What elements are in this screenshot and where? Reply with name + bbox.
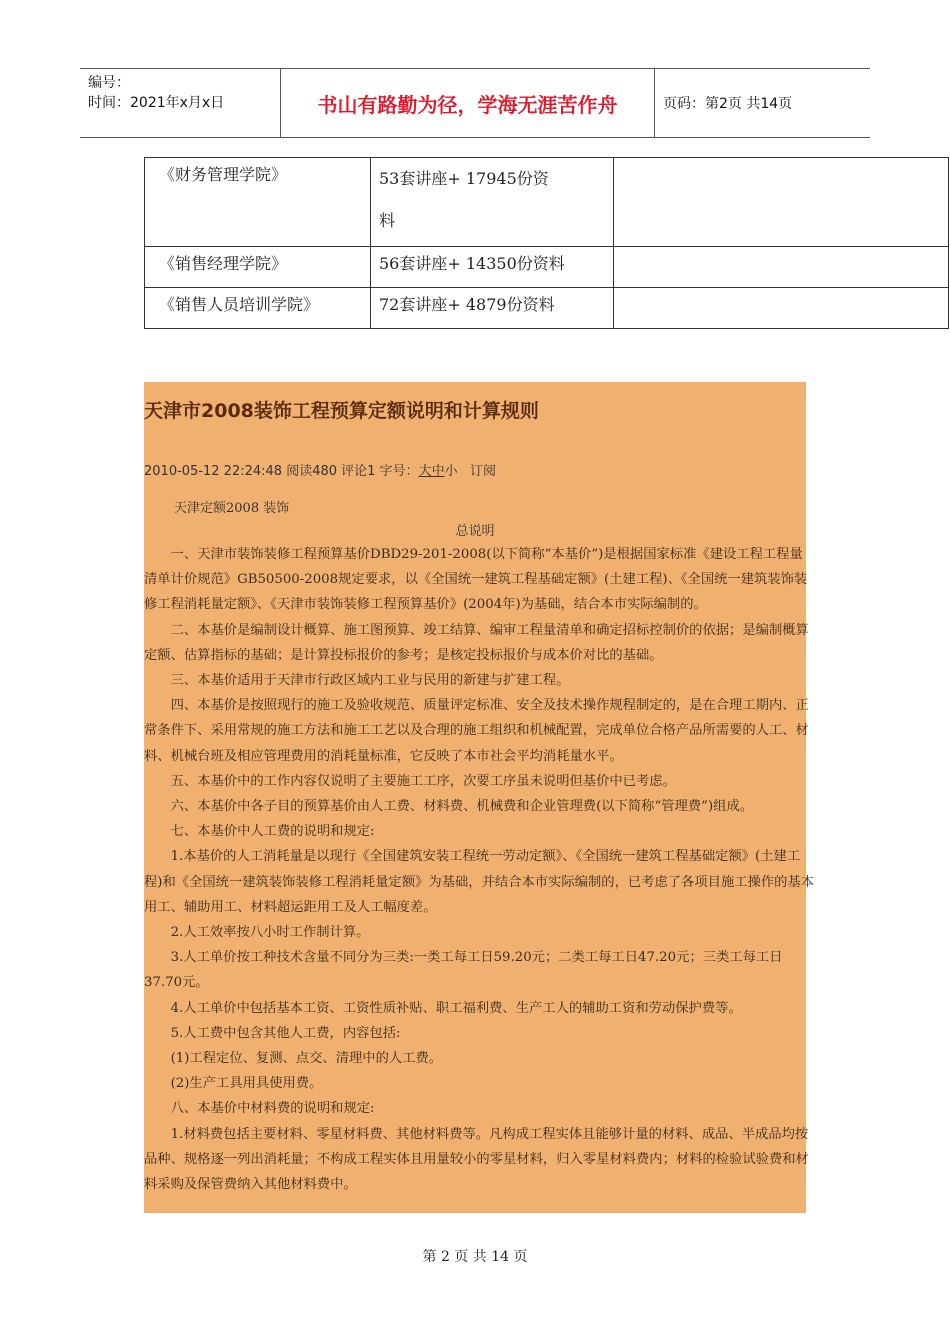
paragraph: (2)生产工具用具使用费。 xyxy=(144,1076,323,1092)
paragraph: 3.人工单价按工种技术含量不同分为三类:一类工每工日59.20元；二类工每工日47.20元；三类工每工日37.70元。 xyxy=(144,950,783,991)
paragraph: 三、本基价适用于天津市行政区域内工业与民用的新建与扩建工程。 xyxy=(144,673,570,689)
table-row xyxy=(145,288,949,329)
table-cell-extra xyxy=(614,158,949,247)
paragraph: 七、本基价中人工费的说明和规定: xyxy=(144,824,375,840)
resource-table xyxy=(144,157,949,329)
paragraph: 5.人工费中包含其他人工费，内容包括: xyxy=(144,1025,401,1041)
table-cell-name: 《财务管理学院》 xyxy=(145,158,371,247)
content-line: 料 xyxy=(379,211,396,230)
table-cell-content: 72套讲座+ 4879份资料 xyxy=(371,288,614,329)
page-header xyxy=(80,68,870,138)
paragraph: 1.材料费包括主要材料、零星材料费、其他材料费等。凡构成工程实体且能够计量的材料、成品、半成品均按品种、规格逐一列出消耗量；不构成工程实体且用量较小的零星材料，归入零星材料费内；材料的检验试验费和材料采购及保管费纳入其他材料费中。 xyxy=(144,1126,809,1193)
number-label: 编号： xyxy=(88,75,130,91)
font-size-small-link[interactable]: 小 xyxy=(444,464,458,479)
table-cell-content xyxy=(371,158,614,247)
page-info: 页码：第2页 共14页 xyxy=(663,96,793,112)
table-row xyxy=(145,158,949,247)
font-size-large-link[interactable]: 大中 xyxy=(418,464,445,479)
paragraph: 六、本基价中各子目的预算基价由人工费、材料费、机械费和企业管理费(以下简称“管理费”)组成。 xyxy=(144,799,754,815)
table-cell-name: 《销售人员培训学院》 xyxy=(145,288,371,329)
article-block xyxy=(144,382,815,1213)
paragraph: 4.人工单价中包括基本工资、工资性质补贴、职工福利费、生产工人的辅助工资和劳动保护费等。 xyxy=(144,1000,742,1016)
paragraph: 八、本基价中材料费的说明和规定: xyxy=(144,1101,375,1117)
page-footer: 第 2 页 共 14 页 xyxy=(422,1249,528,1265)
paragraph: 2.人工效率按八小时工作制计算。 xyxy=(144,925,370,941)
section-title: 总说明 xyxy=(455,524,495,539)
paragraph: 一、天津市装饰装修工程预算基价DBD29-201-2008(以下简称“本基价”)是根据国家标准《建设工程工程量清单计价规范》GB50500-2008规定要求，以《全国统一建筑工程基础定额》(土建工程)、《全国统一建筑装饰装修工程消耗量定额》、《天津市装饰装修工程预算基价》(2004年)为基础，结合本市实际编制的。 xyxy=(144,547,808,613)
paragraph: 五、本基价中的工作内容仅说明了主要施工工序，次要工序虽未说明但基价中已考虑。 xyxy=(144,773,676,789)
table-row xyxy=(145,247,949,288)
paragraph: (1)工程定位、复测、点交、清理中的人工费。 xyxy=(144,1051,443,1067)
content-line: 53套讲座+ 17945份资 xyxy=(379,169,549,188)
table-cell-content: 56套讲座+ 14350份资料 xyxy=(371,247,614,288)
article-tags: 天津定额2008 装饰 xyxy=(174,501,290,516)
subscribe-link[interactable]: 订阅 xyxy=(470,464,497,479)
table-cell-name: 《销售经理学院》 xyxy=(145,247,371,288)
table-cell-extra xyxy=(614,288,949,329)
paragraph: 1.本基价的人工消耗量是以现行《全国建筑安装工程统一劳动定额》、《全国统一建筑工程基础定额》(土建工程)和《全国统一建筑装饰装修工程消耗量定额》为基础，并结合本市实际编制的，已考虑了各项目施工操作的基本用工、辅助用工、材料超运距用工及人工幅度差。 xyxy=(144,849,815,915)
time-label: 时间：2021年x月x日 xyxy=(88,95,225,111)
article-body xyxy=(144,542,816,1197)
header-meta xyxy=(80,69,281,137)
table-cell-extra xyxy=(614,247,949,288)
paragraph: 四、本基价是按照现行的施工及验收规范、质量评定标准、安全及技术操作规程制定的，是在合理工期内、正常条件下、采用常规的施工方法和施工工艺以及合理的施工组织和机械配置，完成单位合格产品所需要的人工、材料、机械台班及相应管理费用的消耗量标准，它反映了本市社会平均消耗量水平。 xyxy=(144,698,809,764)
article-meta xyxy=(144,460,496,479)
paragraph: 二、本基价是编制设计概算、施工图预算、竣工结算、编审工程量清单和确定招标控制价的依据；是编制概算定额、估算指标的基础；是计算投标报价的参考；是核定投标报价与成本价对比的基础。 xyxy=(144,622,809,663)
motto: 书山有路勤为径，学海无涯苦作舟 xyxy=(281,69,655,137)
meta-info: 2010-05-12 22:24:48 阅读480 评论1 字号： xyxy=(144,464,419,479)
article-title: 天津市2008装饰工程预算定额说明和计算规则 xyxy=(144,400,539,422)
